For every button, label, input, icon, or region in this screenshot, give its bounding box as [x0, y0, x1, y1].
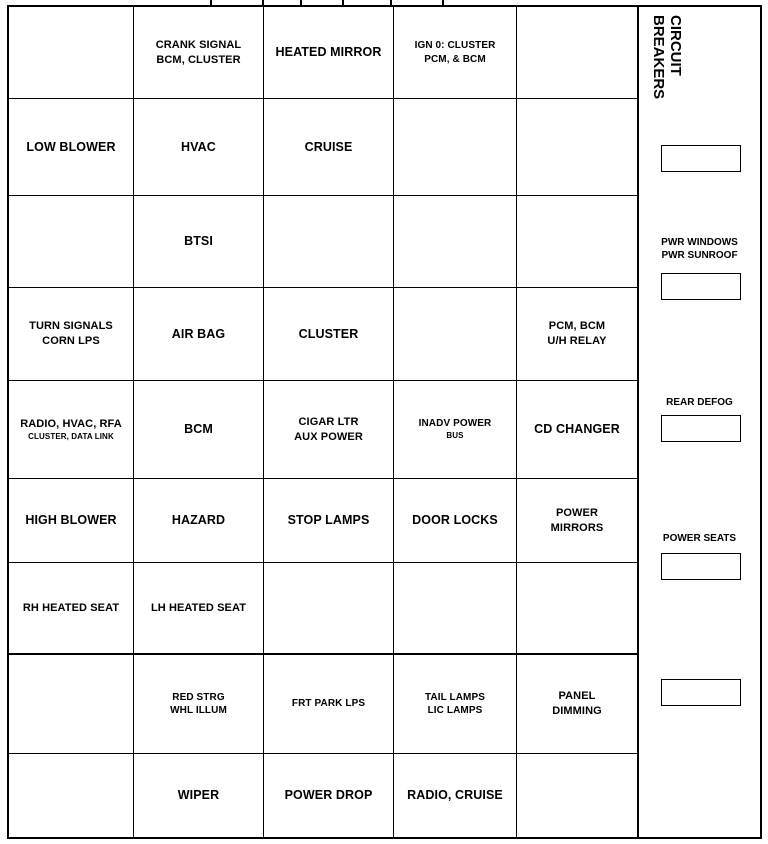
fuse-panel-diagram	[7, 5, 762, 839]
circuit-breaker-slot	[661, 415, 741, 442]
fuse-label-line: INADV POWER	[418, 418, 492, 430]
circuit-breakers-title-line: BREAKERS	[650, 15, 668, 100]
fuse-cell-empty	[394, 288, 517, 381]
fuse-label-line: RH HEATED SEAT	[22, 601, 120, 614]
fuse-label-line: LIC LAMPS	[427, 705, 483, 716]
fuse-cell	[134, 196, 264, 288]
fuse-cell-empty	[9, 196, 134, 288]
fuse-cell	[9, 381, 134, 479]
fuse-cell	[517, 655, 637, 754]
fuse-cell	[134, 479, 264, 563]
fuse-cell-empty	[517, 196, 637, 288]
fuse-label-line: BTSI	[184, 234, 213, 249]
fuse-label-line: HEATED MIRROR	[275, 45, 382, 60]
fuse-cell-empty	[517, 754, 637, 837]
fuse-cell	[394, 7, 517, 99]
circuit-breaker-slot	[661, 553, 741, 580]
circuit-breaker-label	[639, 396, 760, 409]
fuse-cell	[517, 288, 637, 381]
circuit-breaker-label-line: POWER SEATS	[662, 533, 737, 544]
fuse-label-line: BCM	[184, 422, 213, 437]
fuse-cell-empty	[517, 99, 637, 196]
circuit-breakers-title-line: CIRCUIT	[667, 15, 684, 76]
fuse-label-line: CRANK SIGNAL	[155, 38, 242, 51]
fuse-cell-empty	[9, 754, 134, 837]
fuse-label-line: HVAC	[181, 139, 216, 154]
fuse-cell	[394, 655, 517, 754]
fuse-cell	[134, 288, 264, 381]
fuse-cell	[264, 7, 394, 99]
fuse-cell	[134, 754, 264, 837]
fuse-label-line: CORN LPS	[42, 335, 100, 347]
circuit-breaker-label-line: PWR WINDOWS	[661, 237, 738, 248]
fuse-grid	[9, 7, 637, 837]
fuse-label-line: STOP LAMPS	[287, 513, 370, 528]
fuse-label-line: PANEL	[558, 690, 596, 703]
fuse-label-line: BUS	[446, 430, 464, 440]
fuse-label-line: CRUISE	[304, 139, 353, 154]
fuse-cell	[517, 381, 637, 479]
fuse-cell-empty	[394, 99, 517, 196]
fuse-cell	[264, 381, 394, 479]
fuse-label-line: RED STRG	[172, 691, 225, 703]
fuse-cell	[134, 99, 264, 196]
circuit-breakers-column	[637, 7, 760, 837]
fuse-label-line: PCM, & BCM	[424, 53, 486, 65]
fuse-cell	[264, 754, 394, 837]
fuse-label-line: IGN 0: CLUSTER	[414, 40, 496, 51]
fuse-label-line: WHL ILLUM	[170, 705, 227, 716]
fuse-cell-empty	[517, 563, 637, 655]
fuse-cell	[134, 381, 264, 479]
circuit-breaker-label-line: PWR SUNROOF	[661, 250, 738, 261]
fuse-cell-empty	[264, 563, 394, 655]
fuse-cell	[264, 288, 394, 381]
circuit-breaker-slot	[661, 679, 741, 706]
fuse-label-line: MIRRORS	[550, 521, 604, 534]
circuit-breaker-slot	[661, 273, 741, 300]
fuse-label-line: RADIO, HVAC, RFA	[20, 417, 122, 430]
fuse-cell	[134, 7, 264, 99]
circuit-breaker-slot	[661, 145, 741, 172]
fuse-label-line: HAZARD	[171, 513, 226, 528]
fuse-cell	[264, 99, 394, 196]
fuse-cell	[394, 754, 517, 837]
fuse-label-line: AUX POWER	[294, 430, 363, 443]
fuse-cell	[264, 655, 394, 754]
fuse-cell	[517, 479, 637, 563]
fuse-label-line: LH HEATED SEAT	[150, 601, 247, 614]
circuit-breaker-label	[639, 236, 760, 262]
fuse-cell-empty	[394, 563, 517, 655]
fuse-cell	[9, 479, 134, 563]
fuse-cell-empty	[394, 196, 517, 288]
fuse-label-line: CLUSTER, DATA LINK	[28, 431, 114, 441]
fuse-label-line: DOOR LOCKS	[412, 513, 498, 528]
fuse-label-line: DIMMING	[552, 705, 602, 717]
fuse-label-line: POWER DROP	[284, 788, 373, 803]
fuse-label-line: CD CHANGER	[534, 422, 620, 437]
fuse-cell	[9, 563, 134, 655]
fuse-label-line: U/H RELAY	[547, 335, 607, 347]
fuse-label-line: HIGH BLOWER	[25, 513, 117, 528]
fuse-label-line: FRT PARK LPS	[291, 698, 366, 710]
fuse-cell-empty	[517, 7, 637, 99]
fuse-cell	[264, 479, 394, 563]
fuse-label-line: WIPER	[177, 788, 220, 803]
circuit-breakers-title	[635, 15, 683, 125]
fuse-label-line: PCM, BCM	[548, 320, 606, 333]
fuse-cell	[394, 381, 517, 479]
fuse-cell	[394, 479, 517, 563]
fuse-label-line: CLUSTER	[298, 326, 359, 341]
fuse-label-line: TAIL LAMPS	[424, 691, 486, 703]
fuse-label-line: CIGAR LTR	[298, 415, 359, 428]
fuse-label-line: TURN SIGNALS	[29, 320, 113, 333]
fuse-label-line: POWER	[555, 506, 599, 519]
circuit-breaker-label	[639, 532, 760, 545]
circuit-breaker-label-line: REAR DEFOG	[666, 397, 733, 408]
fuse-label-line: LOW BLOWER	[26, 139, 116, 154]
fuse-cell	[134, 655, 264, 754]
fuse-cell	[9, 288, 134, 381]
fuse-cell-empty	[264, 196, 394, 288]
fuse-cell	[9, 99, 134, 196]
fuse-label-line: BCM, CLUSTER	[156, 53, 241, 66]
fuse-cell-empty	[9, 655, 134, 754]
fuse-cell-empty	[9, 7, 134, 99]
fuse-label-line: AIR BAG	[171, 326, 226, 341]
fuse-cell	[134, 563, 264, 655]
fuse-label-line: RADIO, CRUISE	[407, 788, 503, 803]
